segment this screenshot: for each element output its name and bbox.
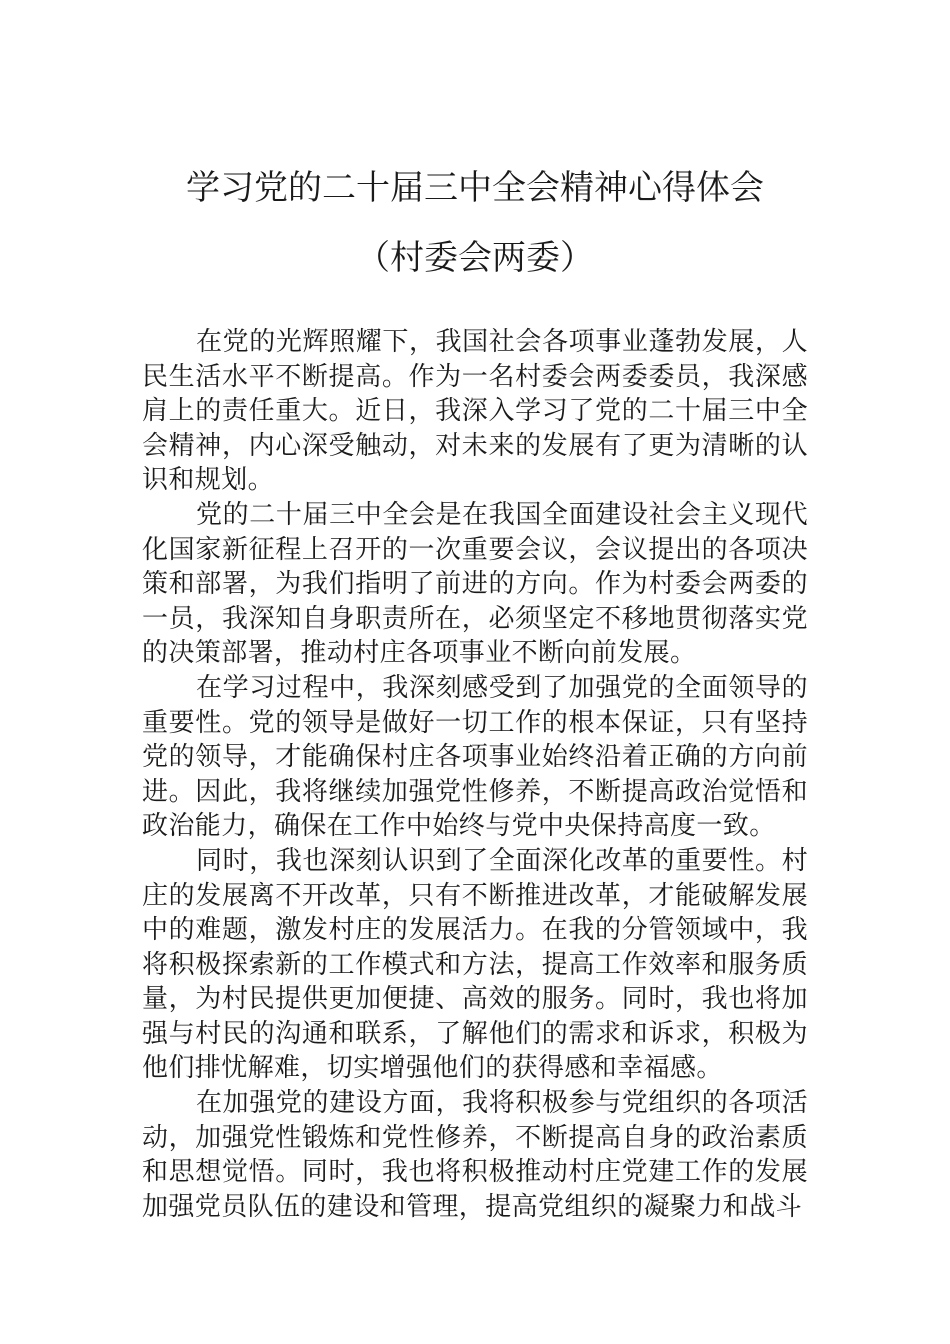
document-body	[142, 325, 808, 1224]
paragraph: 在学习过程中，我深刻感受到了加强党的全面领导的重要性。党的领导是做好一切工作的根本保证，只有坚持党的领导，才能确保村庄各项事业始终沿着正确的方向前进。因此，我将继续加强党性修养，不断提高政治觉悟和政治能力，确保在工作中始终与党中央保持高度一致。	[142, 672, 808, 842]
paragraph: 党的二十届三中全会是在我国全面建设社会主义现代化国家新征程上召开的一次重要会议，会议提出的各项决策和部署，为我们指明了前进的方向。作为村委会两委的一员，我深知自身职责所在，必须坚定不移地贯彻落实党的决策部署，推动村庄各项事业不断向前发展。	[142, 499, 808, 669]
paragraph: 在加强党的建设方面，我将积极参与党组织的各项活动，加强党性锻炼和党性修养，不断提高自身的政治素质和思想觉悟。同时，我也将积极推动村庄党建工作的发展加强党员队伍的建设和管理，提高党组织的凝聚力和战斗	[142, 1088, 808, 1222]
document-title: 学习党的二十届三中全会精神心得体会	[186, 168, 764, 208]
document-subtitle: （村委会两委）	[356, 238, 594, 278]
paragraph: 同时，我也深刻认识到了全面深化改革的重要性。村庄的发展离不开改革，只有不断推进改革，才能破解发展中的难题，激发村庄的发展活力。在我的分管领域中，我将积极探索新的工作模式和方法，提高工作效率和服务质量，为村民提供更加便捷、高效的服务。同时，我也将加强与村民的沟通和联系，了解他们的需求和诉求，积极为他们排忧解难，切实增强他们的获得感和幸福感。	[142, 845, 808, 1084]
paragraph: 在党的光辉照耀下，我国社会各项事业蓬勃发展，人民生活水平不断提高。作为一名村委会两委委员，我深感肩上的责任重大。近日，我深入学习了党的二十届三中全会精神，内心深受触动，对未来的发展有了更为清晰的认识和规划。	[142, 327, 808, 496]
